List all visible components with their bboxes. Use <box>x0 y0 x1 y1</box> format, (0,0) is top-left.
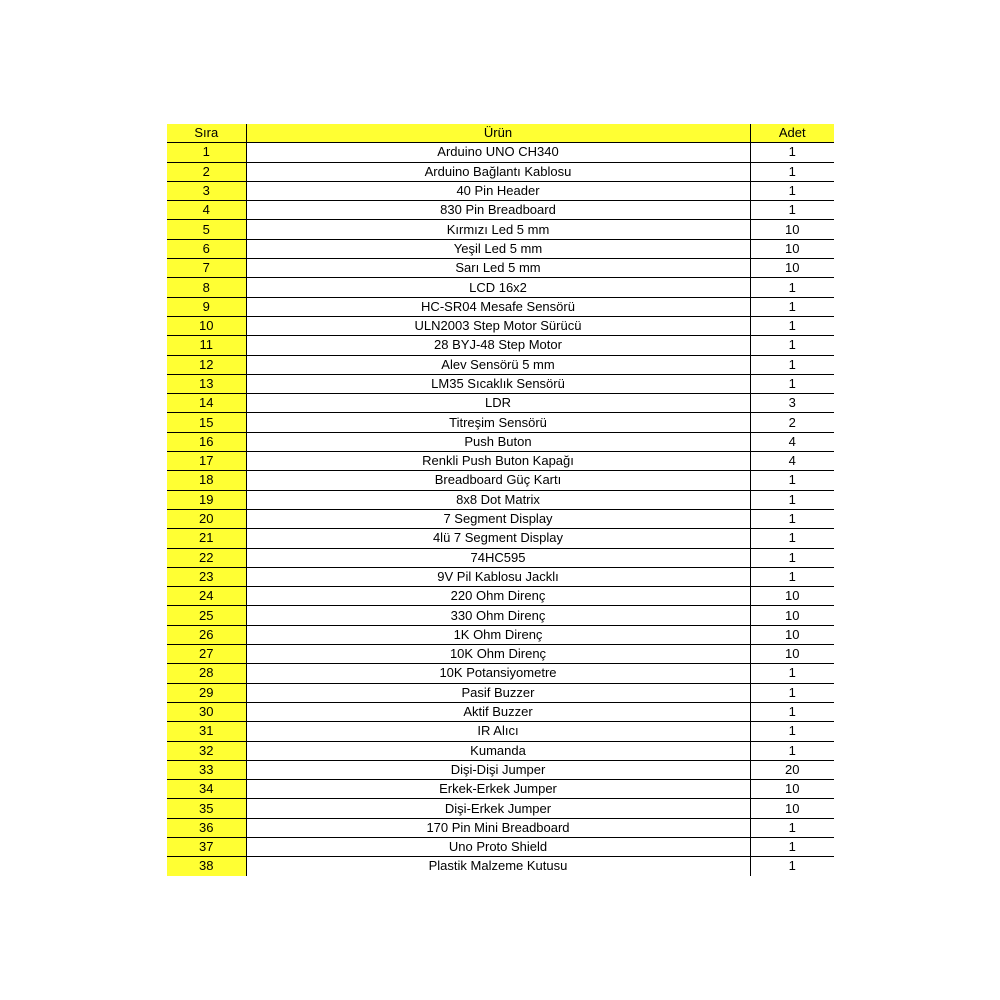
row-number: 20 <box>167 509 246 528</box>
product-name: 4lü 7 Segment Display <box>246 529 750 548</box>
product-name: Kırmızı Led 5 mm <box>246 220 750 239</box>
row-number: 29 <box>167 683 246 702</box>
quantity: 1 <box>788 858 796 874</box>
row-number: 7 <box>167 259 246 278</box>
product-name: Breadboard Güç Kartı <box>246 471 750 490</box>
header-qty: Adet <box>750 124 834 143</box>
quantity: 1 <box>750 490 834 509</box>
table-row <box>167 471 834 490</box>
row-number: 21 <box>167 529 246 548</box>
quantity: 1 <box>750 201 834 220</box>
quantity: 10 <box>750 645 834 664</box>
row-number: 33 <box>167 760 246 779</box>
product-name: 8x8 Dot Matrix <box>246 490 750 509</box>
row-number: 14 <box>167 394 246 413</box>
row-number: 28 <box>167 664 246 683</box>
table-row <box>167 181 834 200</box>
table-header <box>167 124 834 143</box>
quantity: 1 <box>750 567 834 586</box>
quantity: 10 <box>750 587 834 606</box>
parts-table <box>167 124 834 876</box>
table-row <box>167 837 834 856</box>
table-row <box>167 316 834 335</box>
row-number: 9 <box>167 297 246 316</box>
quantity: 4 <box>750 432 834 451</box>
row-number: 16 <box>167 432 246 451</box>
table-row <box>167 432 834 451</box>
table-row <box>167 857 834 876</box>
table-row <box>167 259 834 278</box>
product-name: Uno Proto Shield <box>246 837 750 856</box>
table-row <box>167 722 834 741</box>
table-row <box>167 336 834 355</box>
table-row <box>167 702 834 721</box>
product-name: LM35 Sıcaklık Sensörü <box>246 374 750 393</box>
product-name: 9V Pil Kablosu Jacklı <box>246 567 750 586</box>
row-number: 37 <box>167 837 246 856</box>
header-name: Ürün <box>246 124 750 143</box>
product-name: Pasif Buzzer <box>246 683 750 702</box>
header-no: Sıra <box>167 124 246 143</box>
row-number: 6 <box>167 239 246 258</box>
quantity: 1 <box>750 664 834 683</box>
quantity: 10 <box>750 220 834 239</box>
table-row <box>167 799 834 818</box>
row-number: 30 <box>167 702 246 721</box>
product-name: ULN2003 Step Motor Sürücü <box>246 316 750 335</box>
quantity: 20 <box>750 760 834 779</box>
quantity: 1 <box>750 143 834 162</box>
quantity: 1 <box>750 162 834 181</box>
product-name: 28 BYJ-48 Step Motor <box>246 336 750 355</box>
row-number: 11 <box>167 336 246 355</box>
table-row <box>167 625 834 644</box>
product-name: LCD 16x2 <box>246 278 750 297</box>
product-name: HC-SR04 Mesafe Sensörü <box>246 297 750 316</box>
product-name: Yeşil Led 5 mm <box>246 239 750 258</box>
product-name: Arduino UNO CH340 <box>246 143 750 162</box>
row-number: 35 <box>167 799 246 818</box>
table-row <box>167 780 834 799</box>
product-name: Sarı Led 5 mm <box>246 259 750 278</box>
row-number: 27 <box>167 645 246 664</box>
table-row <box>167 664 834 683</box>
quantity: 1 <box>750 837 834 856</box>
row-number: 38 <box>167 857 246 876</box>
row-number: 22 <box>167 548 246 567</box>
quantity: 1 <box>750 471 834 490</box>
table-row <box>167 278 834 297</box>
product-name: Dişi-Erkek Jumper <box>246 799 750 818</box>
quantity: 1 <box>750 278 834 297</box>
table-row <box>167 374 834 393</box>
product-name: 220 Ohm Direnç <box>246 587 750 606</box>
product-name: Alev Sensörü 5 mm <box>246 355 750 374</box>
row-number: 18 <box>167 471 246 490</box>
table-row <box>167 355 834 374</box>
table-row <box>167 645 834 664</box>
quantity: 1 <box>750 316 834 335</box>
table-row <box>167 818 834 837</box>
product-name: Aktif Buzzer <box>246 702 750 721</box>
table-row <box>167 201 834 220</box>
row-number: 13 <box>167 374 246 393</box>
quantity: 1 <box>750 818 834 837</box>
row-number: 25 <box>167 606 246 625</box>
quantity: 10 <box>750 780 834 799</box>
product-name: 10K Ohm Direnç <box>246 645 750 664</box>
quantity: 1 <box>750 297 834 316</box>
product-name: IR Alıcı <box>246 722 750 741</box>
row-number: 17 <box>167 452 246 471</box>
product-name: Push Buton <box>246 432 750 451</box>
table-row <box>167 683 834 702</box>
table-row <box>167 567 834 586</box>
product-name: 1K Ohm Direnç <box>246 625 750 644</box>
row-number: 31 <box>167 722 246 741</box>
product-name: Kumanda <box>246 741 750 760</box>
quantity: 10 <box>750 239 834 258</box>
quantity: 1 <box>750 181 834 200</box>
row-number: 2 <box>167 162 246 181</box>
row-number: 36 <box>167 818 246 837</box>
row-number: 4 <box>167 201 246 220</box>
quantity: 1 <box>750 529 834 548</box>
row-number: 24 <box>167 587 246 606</box>
table-row <box>167 490 834 509</box>
table-row <box>167 413 834 432</box>
product-name: 330 Ohm Direnç <box>246 606 750 625</box>
quantity: 1 <box>750 683 834 702</box>
table-row <box>167 239 834 258</box>
quantity: 1 <box>750 336 834 355</box>
product-name: Plastik Malzeme Kutusu <box>246 857 750 876</box>
quantity: 1 <box>750 374 834 393</box>
product-name: Renkli Push Buton Kapağı <box>246 452 750 471</box>
table-row <box>167 162 834 181</box>
quantity: 2 <box>750 413 834 432</box>
table-row <box>167 220 834 239</box>
row-number: 19 <box>167 490 246 509</box>
row-number: 5 <box>167 220 246 239</box>
table-row <box>167 606 834 625</box>
row-number: 26 <box>167 625 246 644</box>
table-row <box>167 548 834 567</box>
header-row <box>167 124 834 143</box>
table-row <box>167 394 834 413</box>
product-name: 7 Segment Display <box>246 509 750 528</box>
product-name: Erkek-Erkek Jumper <box>246 780 750 799</box>
row-number: 34 <box>167 780 246 799</box>
row-number: 8 <box>167 278 246 297</box>
quantity: 1 <box>750 355 834 374</box>
quantity: 10 <box>750 259 834 278</box>
product-name: LDR <box>246 394 750 413</box>
product-name: 74HC595 <box>246 548 750 567</box>
quantity: 10 <box>750 606 834 625</box>
quantity: 1 <box>750 702 834 721</box>
row-number: 3 <box>167 181 246 200</box>
row-number: 12 <box>167 355 246 374</box>
quantity: 10 <box>750 625 834 644</box>
row-number: 1 <box>167 143 246 162</box>
row-number: 23 <box>167 567 246 586</box>
table-row <box>167 587 834 606</box>
product-name: 170 Pin Mini Breadboard <box>246 818 750 837</box>
table-row <box>167 509 834 528</box>
quantity: 1 <box>750 509 834 528</box>
product-name: 40 Pin Header <box>246 181 750 200</box>
table-row <box>167 143 834 162</box>
product-name: 10K Potansiyometre <box>246 664 750 683</box>
quantity: 10 <box>750 799 834 818</box>
product-name: Titreşim Sensörü <box>246 413 750 432</box>
table-row <box>167 760 834 779</box>
table-row <box>167 452 834 471</box>
table-row <box>167 297 834 316</box>
quantity: 1 <box>750 741 834 760</box>
row-number: 15 <box>167 413 246 432</box>
row-number: 10 <box>167 316 246 335</box>
table-body <box>167 143 834 876</box>
product-name: Dişi-Dişi Jumper <box>246 760 750 779</box>
row-number: 32 <box>167 741 246 760</box>
quantity: 1 <box>750 722 834 741</box>
table-row <box>167 529 834 548</box>
quantity: 4 <box>750 452 834 471</box>
quantity: 1 <box>750 548 834 567</box>
product-name: Arduino Bağlantı Kablosu <box>246 162 750 181</box>
quantity: 3 <box>750 394 834 413</box>
table-row <box>167 741 834 760</box>
product-name: 830 Pin Breadboard <box>246 201 750 220</box>
